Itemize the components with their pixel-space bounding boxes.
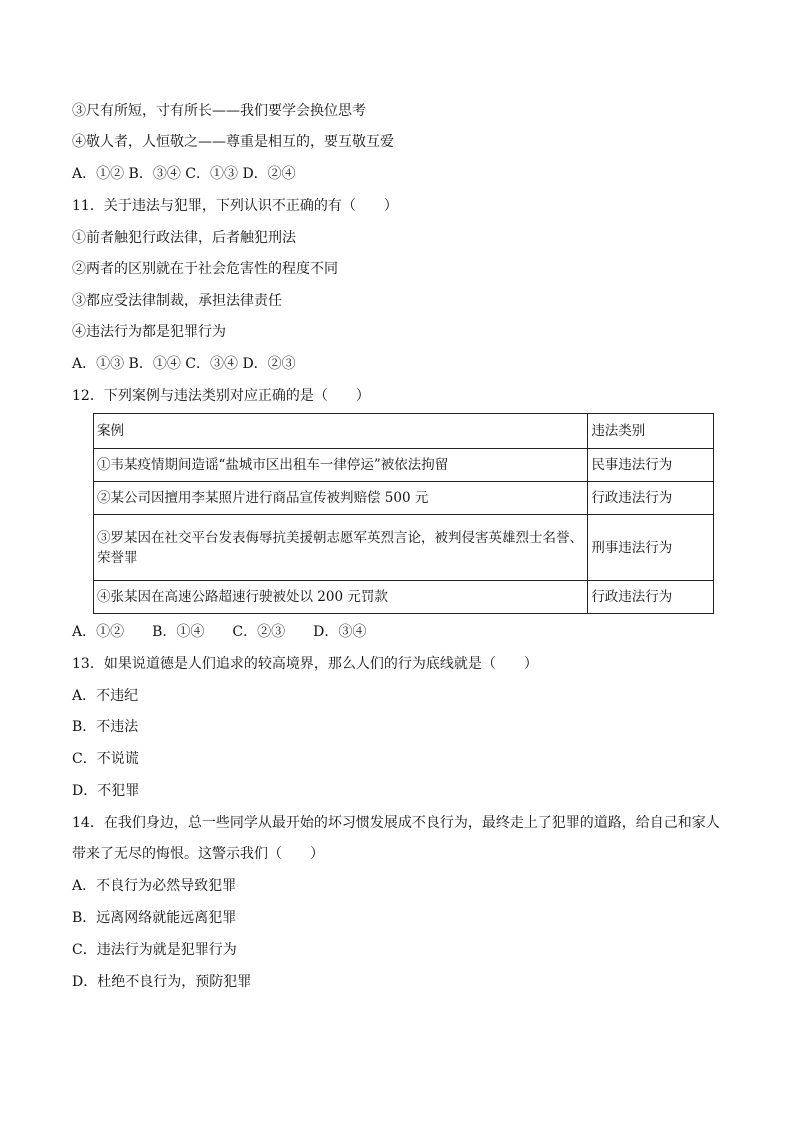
case-cell: ③罗某因在社交平台发表侮辱抗美援朝志愿军英烈言论，被判侵害英雄烈士名誉、荣誉罪 xyxy=(94,515,588,581)
category-cell: 行政违法行为 xyxy=(588,482,714,515)
answer-choices-q10: A．①② B．③④ C．①③ D．②④ xyxy=(72,166,296,182)
question-14-line-2: 带来了无尽的悔恨。这警示我们（ ） xyxy=(72,846,324,862)
q13-option-b: B．不违法 xyxy=(72,719,139,735)
category-cell: 行政违法行为 xyxy=(588,581,714,614)
case-cell: ①韦某疫情期间造谣“盐城市区出租车一律停运”被依法拘留 xyxy=(94,449,588,482)
q13-option-a: A．不违纪 xyxy=(72,688,139,704)
header-case: 案例 xyxy=(94,414,588,449)
q11-statement-2: ②两者的区别就在于社会危害性的程度不同 xyxy=(72,261,338,277)
table-row xyxy=(94,515,714,581)
question-12: 12．下列案例与违法类别对应正确的是（ ） xyxy=(72,388,370,404)
q13-option-c: C．不说谎 xyxy=(72,751,139,767)
table-row xyxy=(94,449,714,482)
category-cell: 民事违法行为 xyxy=(588,449,714,482)
option-line-3: ③尺有所短，寸有所长——我们要学会换位思考 xyxy=(72,103,366,119)
q13-option-d: D．不犯罪 xyxy=(72,783,140,799)
q14-option-b: B．远离网络就能远离犯罪 xyxy=(72,910,237,926)
case-table xyxy=(93,413,714,614)
q14-option-d: D．杜绝不良行为，预防犯罪 xyxy=(72,974,252,990)
question-14-line-1: 14．在我们身边，总一些同学从最开始的坏习惯发展成不良行为，最终走上了犯罪的道路，给自己和家人 xyxy=(72,815,720,831)
option-line-4: ④敬人者，人恒敬之——尊重是相互的，要互敬互爱 xyxy=(72,134,394,150)
table-header-row xyxy=(94,414,714,449)
table-row xyxy=(94,482,714,515)
header-category: 违法类别 xyxy=(588,414,714,449)
case-cell: ②某公司因擅用李某照片进行商品宣传被判赔偿 500 元 xyxy=(94,482,588,515)
case-cell: ④张某因在高速公路超速行驶被处以 200 元罚款 xyxy=(94,581,588,614)
q14-option-a: A．不良行为必然导致犯罪 xyxy=(72,878,237,894)
answer-choices-q11: A．①③ B．①④ C．③④ D．②③ xyxy=(72,356,296,372)
answer-choices-q12: A．①② B．①④ C．②③ D．③④ xyxy=(72,624,367,640)
category-cell: 刑事违法行为 xyxy=(588,515,714,581)
question-13: 13．如果说道德是人们追求的较高境界，那么人们的行为底线就是（ ） xyxy=(72,656,538,672)
q14-option-c: C．违法行为就是犯罪行为 xyxy=(72,942,237,958)
table-row xyxy=(94,581,714,614)
q11-statement-3: ③都应受法律制裁，承担法律责任 xyxy=(72,293,282,309)
question-11: 11．关于违法与犯罪，下列认识不正确的有（ ） xyxy=(72,198,398,214)
q11-statement-4: ④违法行为都是犯罪行为 xyxy=(72,324,226,340)
q11-statement-1: ①前者触犯行政法律，后者触犯刑法 xyxy=(72,230,296,246)
